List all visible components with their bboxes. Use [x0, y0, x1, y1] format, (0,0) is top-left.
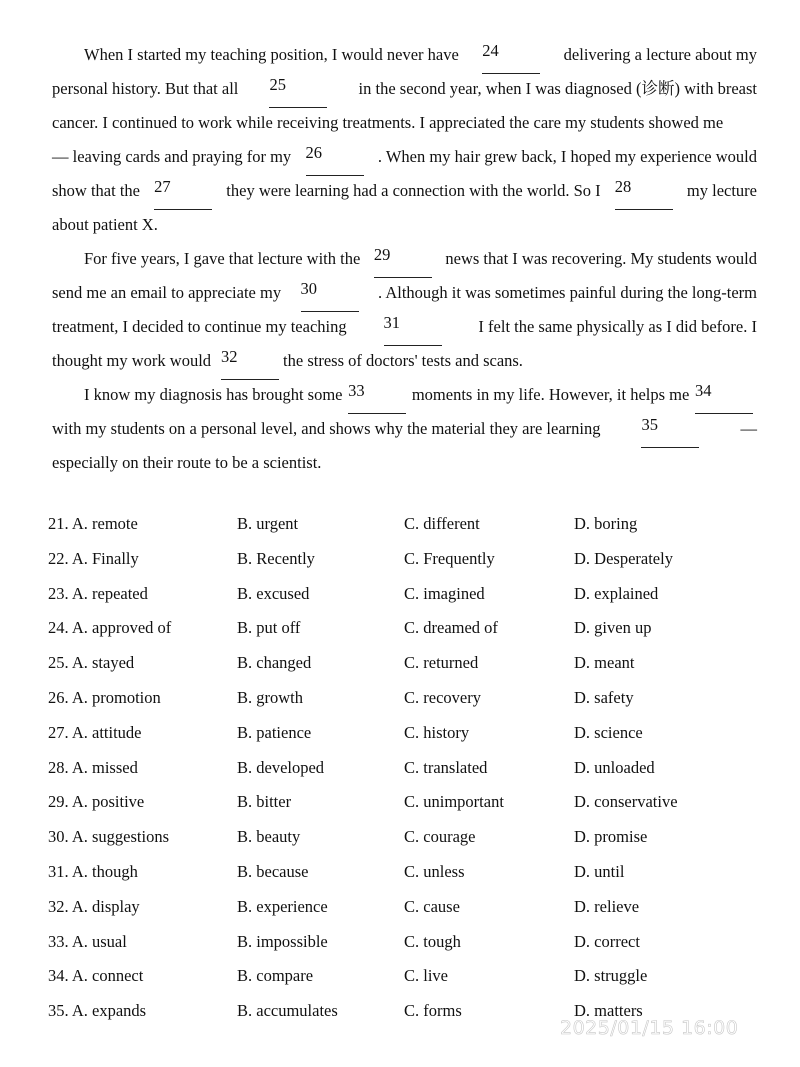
option-a: 31. A. though — [48, 861, 138, 881]
passage-line — [52, 448, 757, 482]
option-d: D. meant — [574, 653, 635, 673]
question-options-row — [48, 508, 768, 543]
option-b: B. compare — [237, 966, 314, 986]
question-options-row — [48, 821, 768, 856]
answer-blank: 33 — [348, 380, 406, 414]
cloze-passage — [52, 40, 757, 482]
passage-line — [52, 176, 757, 210]
option-c: C. imagined — [404, 583, 485, 603]
option-c: C. returned — [404, 653, 479, 673]
option-d: D. struggle — [574, 966, 648, 986]
answer-blank: 30 — [301, 278, 359, 312]
passage-text: I felt the same physically as I did before. I — [478, 317, 757, 336]
option-d: D. Desperately — [574, 548, 673, 568]
option-c: C. unless — [404, 861, 465, 881]
passage-line — [52, 74, 757, 108]
passage-text: with my students on a personal level, and shows why the material they are learning — [52, 419, 601, 438]
passage-line — [52, 108, 757, 142]
passage-line — [52, 244, 757, 278]
option-c: C. Frequently — [404, 548, 495, 568]
passage-text: moments in my life. However, it helps me — [411, 385, 690, 404]
answer-blank: 24 — [482, 40, 540, 74]
answer-blank: 34 — [695, 380, 753, 414]
passage-text: they were learning had a connection with the world. So I — [226, 181, 601, 200]
option-b: B. impossible — [237, 931, 328, 951]
option-b: B. Recently — [237, 548, 315, 568]
passage-text: For five years, I gave that lecture with the — [84, 249, 361, 268]
option-a: 28. A. missed — [48, 757, 138, 777]
question-options-row — [48, 960, 768, 995]
question-options-row — [48, 752, 768, 787]
option-b: B. growth — [237, 687, 303, 707]
answer-options — [48, 508, 768, 1030]
option-d: D. explained — [574, 583, 659, 603]
passage-line — [52, 142, 757, 176]
option-a: 29. A. positive — [48, 792, 145, 812]
option-a: 34. A. connect — [48, 966, 144, 986]
photo-timestamp: 2025/01/15 16:00 — [560, 1017, 739, 1039]
passage-text: . When my hair grew back, I hoped my experience would — [377, 147, 757, 166]
question-options-row — [48, 786, 768, 821]
option-c: C. history — [404, 722, 470, 742]
option-c: C. courage — [404, 827, 476, 847]
question-options-row — [48, 543, 768, 578]
passage-text: send me an email to appreciate my — [52, 283, 282, 302]
passage-text: my lecture — [686, 181, 757, 200]
answer-blank: 28 — [615, 176, 673, 210]
answer-blank: 35 — [641, 414, 699, 448]
option-d: D. conservative — [574, 792, 678, 812]
option-b: B. changed — [237, 653, 312, 673]
passage-text: delivering a lecture about my — [563, 45, 757, 64]
option-b: B. urgent — [237, 514, 299, 533]
passage-text: the stress of doctors' tests and scans. — [283, 351, 523, 370]
passage-text: treatment, I decided to continue my teaching — [52, 317, 347, 336]
option-a: 35. A. expands — [48, 1001, 147, 1021]
passage-text: personal history. But that all — [52, 79, 239, 98]
option-c: C. live — [404, 966, 448, 986]
passage-text: especially on their route to be a scientist. — [52, 453, 322, 472]
option-c: C. dreamed of — [404, 618, 498, 638]
option-b: B. experience — [237, 896, 328, 916]
option-d: D. matters — [574, 1001, 643, 1021]
option-c: C. recovery — [404, 687, 481, 707]
option-b: B. put off — [237, 618, 301, 638]
passage-text: thought my work would — [52, 351, 212, 370]
option-a: 30. A. suggestions — [48, 827, 170, 847]
option-d: D. unloaded — [574, 757, 655, 777]
option-b: B. excused — [237, 583, 310, 603]
passage-text: I know my diagnosis has brought some — [84, 385, 343, 404]
option-d: D. correct — [574, 931, 640, 951]
option-a: 27. A. attitude — [48, 722, 142, 742]
question-options-row — [48, 717, 768, 752]
option-a: 21. A. remote — [48, 514, 138, 533]
passage-text: . Although it was sometimes painful during the long-term — [377, 283, 757, 302]
passage-text: in the second year, when I was diagnosed (诊断) with breast — [358, 79, 757, 98]
passage-line — [52, 414, 757, 448]
passage-text: about patient X. — [52, 215, 158, 234]
question-options-row — [48, 578, 768, 613]
option-b: B. beauty — [237, 827, 301, 847]
option-b: B. bitter — [237, 792, 292, 812]
answer-blank: 26 — [306, 142, 364, 176]
question-options-row — [48, 647, 768, 682]
option-d: D. science — [574, 722, 643, 742]
option-b: B. developed — [237, 757, 325, 777]
passage-text: show that the — [52, 181, 140, 200]
question-options-row — [48, 926, 768, 961]
answer-blank: 27 — [154, 176, 212, 210]
option-a: 24. A. approved of — [48, 618, 172, 638]
passage-text: — leaving cards and praying for my — [52, 147, 292, 166]
option-c: C. different — [404, 514, 480, 533]
option-c: C. tough — [404, 931, 461, 951]
passage-text: — — [740, 419, 757, 438]
question-options-row — [48, 891, 768, 926]
option-a: 32. A. display — [48, 896, 140, 916]
option-d: D. given up — [574, 618, 652, 638]
option-c: C. unimportant — [404, 792, 504, 812]
question-options-row — [48, 856, 768, 891]
option-a: 23. A. repeated — [48, 583, 148, 603]
option-c: C. translated — [404, 757, 488, 777]
option-c: C. cause — [404, 896, 460, 916]
option-b: B. patience — [237, 722, 312, 742]
passage-line — [52, 312, 757, 346]
passage-line — [52, 380, 757, 414]
passage-line — [52, 278, 757, 312]
option-b: B. because — [237, 861, 309, 881]
passage-text: cancer. I continued to work while receiving treatments. I appreciated the care my students showed me — [52, 113, 724, 132]
option-d: D. relieve — [574, 896, 640, 916]
option-d: D. boring — [574, 514, 638, 533]
passage-line — [52, 210, 757, 244]
answer-blank: 32 — [221, 346, 279, 380]
answer-blank: 29 — [374, 244, 432, 278]
question-options-row — [48, 612, 768, 647]
passage-text: When I started my teaching position, I would never have — [84, 45, 459, 64]
option-a: 25. A. stayed — [48, 653, 135, 673]
option-b: B. accumulates — [237, 1001, 338, 1021]
option-c: C. forms — [404, 1001, 462, 1021]
option-d: D. promise — [574, 827, 648, 847]
option-d: D. until — [574, 861, 625, 881]
answer-blank: 31 — [384, 312, 442, 346]
option-a: 26. A. promotion — [48, 687, 161, 707]
option-a: 33. A. usual — [48, 931, 127, 951]
option-d: D. safety — [574, 687, 634, 707]
answer-blank: 25 — [269, 74, 327, 108]
passage-line — [52, 40, 757, 74]
question-options-row — [48, 682, 768, 717]
passage-text: news that I was recovering. My students would — [445, 249, 757, 268]
passage-line — [52, 346, 757, 380]
option-a: 22. A. Finally — [48, 548, 139, 568]
